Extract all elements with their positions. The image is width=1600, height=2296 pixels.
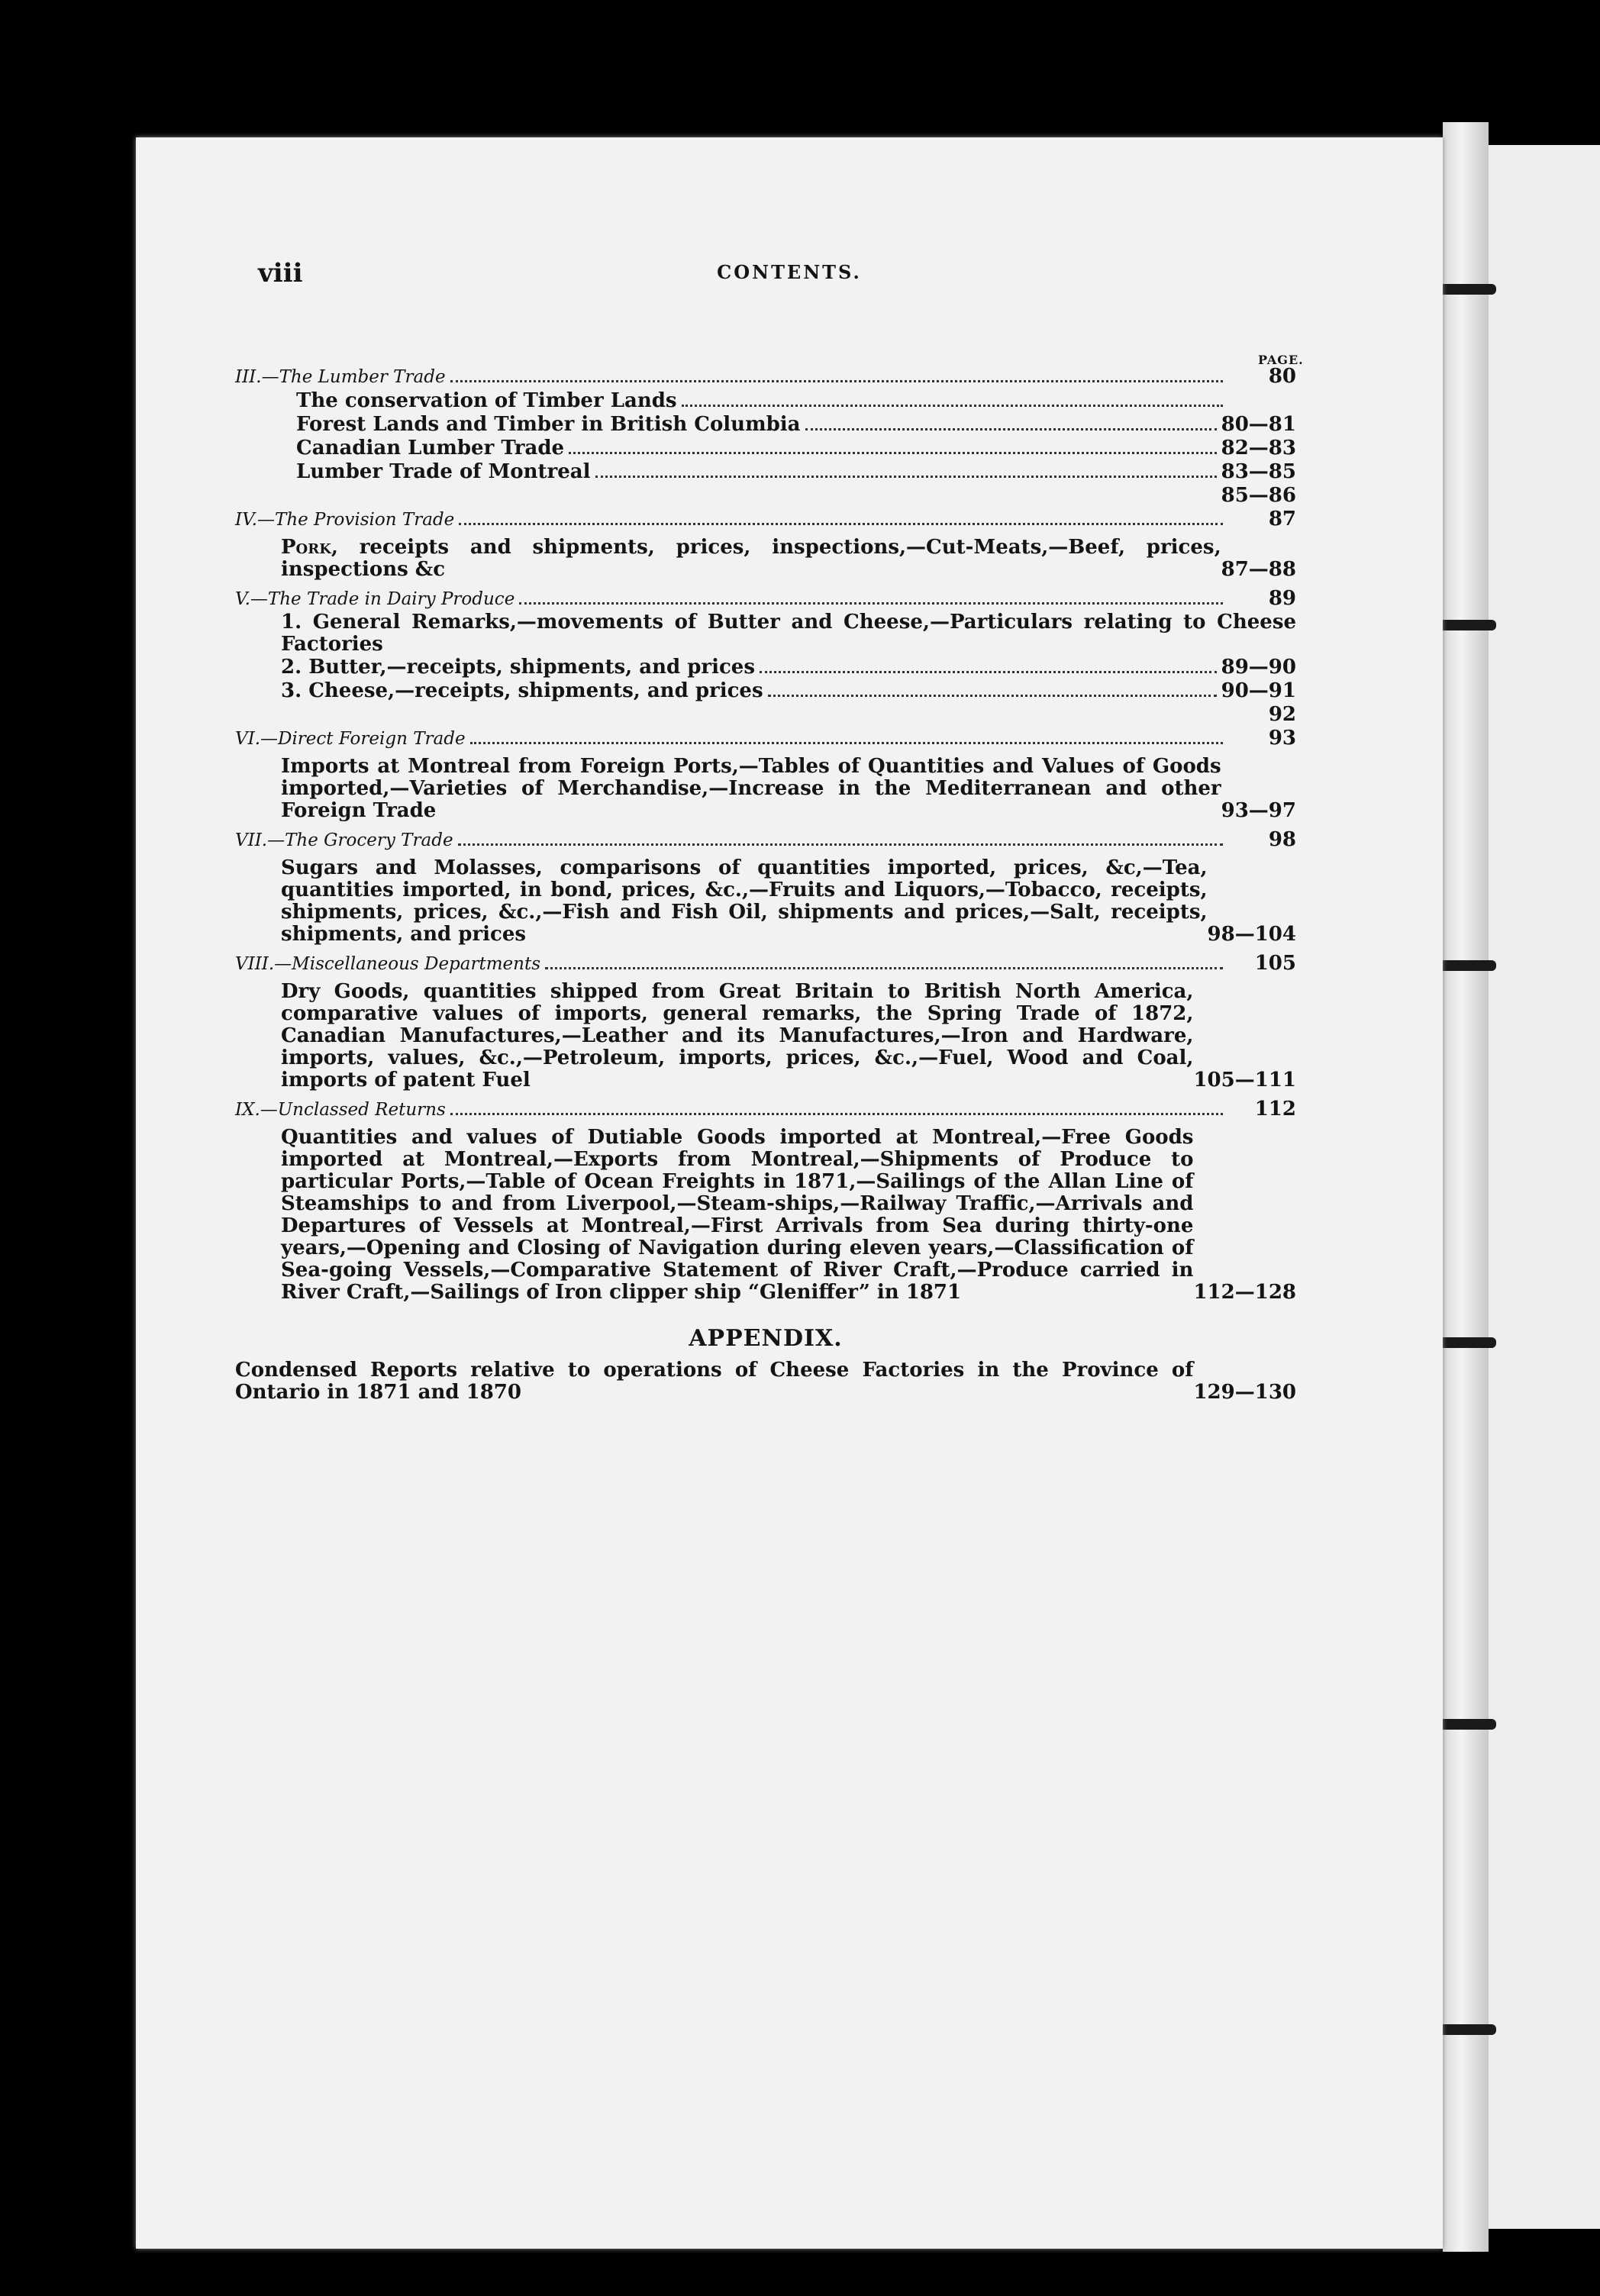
toc-section: VIII.—Miscellaneous Departments 105	[235, 952, 1296, 975]
toc-item: 3. Cheese,—receipts, shipments, and prices 90—91	[281, 679, 1296, 702]
binding-stitch	[1435, 1337, 1496, 1348]
binding-stitch	[1435, 960, 1496, 971]
toc-entry: Imports at Montreal from Foreign Ports,—Tables of Quantities and Values of Goods imported,—Varieties of Merchandise,—Increase in the Mediterranean and other Foreign Trade 93—97	[281, 755, 1296, 822]
binding-stitch	[1435, 284, 1496, 295]
toc-item: 2. Butter,—receipts, shipments, and prices 89—90	[281, 656, 1296, 679]
toc-item: 1. General Remarks,—movements of Butter and Cheese,—Particulars relating to Cheese Factories	[281, 611, 1296, 656]
page-number: viii	[258, 258, 303, 289]
toc-entry: Quantities and values of Dutiable Goods imported at Montreal,—Free Goods imported at Montreal,—Exports from Montreal,—Shipments of Produce to particular Ports,—Table of Ocean Freights in 1871,—Sailings of the Allan Line of Steamships to and from Liverpool,—Steam-ships,—Railway Traffic,—Arrivals and Departures of Vessels at Montreal,—First Arrivals from Sea during thirty-one years,—Opening and Closing of Navigation during eleven years,—Classification of Sea-going Vessels,—Comparative Statement of River Craft,—Produce carried in River Craft,—Sailings of Iron clipper ship “Gleniffer” in 1871 112—128	[281, 1126, 1296, 1304]
toc-section: V.—The Trade in Dairy Produce 89	[235, 587, 1296, 610]
toc-item: Canadian Lumber Trade 82—83	[296, 437, 1296, 460]
toc-page-ref: 85—86	[1221, 484, 1296, 507]
toc-item: Lumber Trade of Montreal 83—85	[296, 460, 1296, 483]
toc-item: The conservation of Timber Lands	[296, 389, 1296, 413]
binding-stitch	[1435, 1719, 1496, 1730]
facing-page-edge	[1489, 145, 1600, 2229]
appendix-entry: Condensed Reports relative to operations of Cheese Factories in the Province of Ontario in 1871 and 1870 129—130	[235, 1359, 1296, 1404]
binding-stitch	[1435, 620, 1496, 630]
toc-section: IX.—Unclassed Returns 112	[235, 1098, 1296, 1121]
toc-entry: Pork, receipts and shipments, prices, inspections,—Cut-Meats,—Beef, prices, inspections &c 87—88	[281, 536, 1296, 581]
toc-section: VII.—The Grocery Trade 98	[235, 828, 1296, 851]
toc-item: Forest Lands and Timber in British Columbia 80—81	[296, 413, 1296, 436]
page-header	[136, 258, 1443, 289]
toc-section: VI.—Direct Foreign Trade 93	[235, 727, 1296, 750]
appendix-title: APPENDIX.	[689, 1325, 843, 1352]
book-binding	[1443, 122, 1489, 2252]
toc-section: III.—The Lumber Trade 80	[235, 365, 1296, 388]
toc-section: IV.—The Provision Trade 87	[235, 508, 1296, 530]
binding-stitch	[1435, 2024, 1496, 2035]
toc-entry: Dry Goods, quantities shipped from Great Britain to British North America, comparative values of imports, general remarks, the Spring Trade of 1872, Canadian Manufactures,—Leather and its Manufactures,—Iron and Hardware, imports, values, &c.,—Petroleum, imports, prices, &c.,—Fuel, Wood and Coal, imports of patent Fuel 105—111	[281, 980, 1296, 1092]
book-page	[136, 137, 1443, 2249]
table-of-contents	[235, 365, 1296, 1404]
toc-entry: Sugars and Molasses, comparisons of quantities imported, prices, &c,—Tea, quantities imported, in bond, prices, &c.,—Fruits and Liquors,—Tobacco, receipts, shipments, prices, &c.,—Fish and Fish Oil, shipments and prices,—Salt, receipts, shipments, and prices 98—104	[281, 856, 1296, 946]
page-column-heading: PAGE.	[1258, 353, 1304, 367]
toc-page-ref: 92	[1268, 703, 1296, 726]
running-title: CONTENTS.	[717, 261, 862, 283]
